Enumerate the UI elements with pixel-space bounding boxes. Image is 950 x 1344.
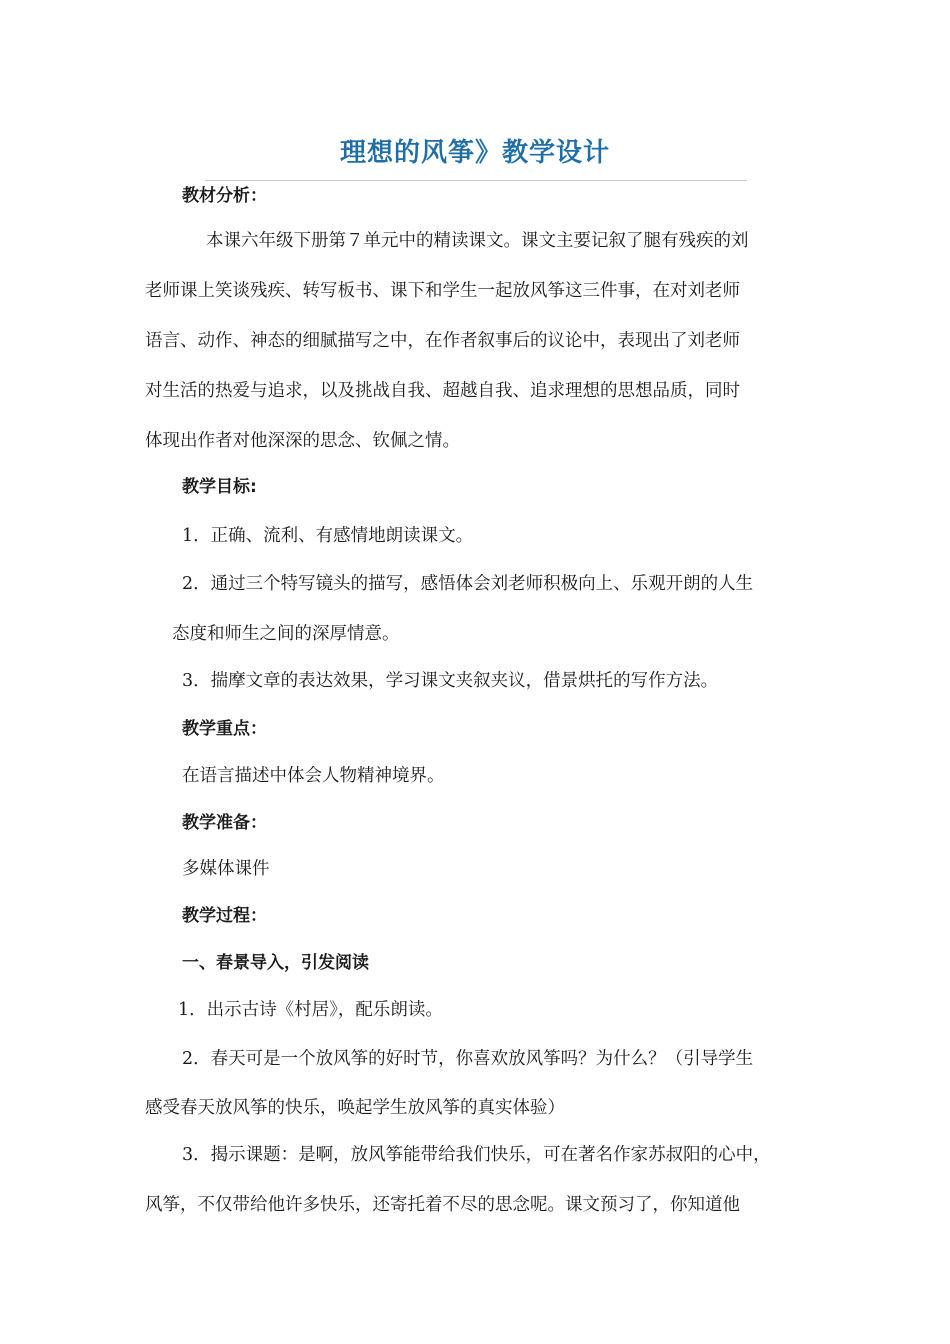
analysis-line: 语言、动作、神态的细腻描写之中，在作者叙事后的议论中，表现出了刘老师: [145, 331, 740, 351]
goal-item: 2．通过三个特写镜头的描写，感悟体会刘老师积极向上、乐观开朗的人生: [182, 574, 754, 594]
document-title: 理想的风筝》教学设计: [339, 138, 610, 168]
goal-item-continuation: 态度和师生之间的深厚情意。: [172, 624, 400, 644]
process-heading: 教学过程：: [182, 906, 267, 926]
title-divider: [205, 180, 747, 181]
step-item-continuation: 感受春天放风筝的快乐，唤起学生放风筝的真实体验）: [145, 1098, 565, 1118]
step1-heading: 一、春景导入，引发阅读: [182, 953, 369, 973]
analysis-heading: 教材分析：: [182, 186, 267, 206]
key-heading: 教学重点：: [182, 719, 267, 739]
step-item: 3．揭示课题：是啊，放风筝能带给我们快乐，可在著名作家苏叔阳的心中，: [182, 1145, 771, 1165]
key-text: 在语言描述中体会人物精神境界。: [182, 766, 445, 786]
step-item: 2．春天可是一个放风筝的好时节，你喜欢放风筝吗？为什么？（引导学生: [182, 1049, 754, 1069]
analysis-line: 对生活的热爱与追求，以及挑战自我、超越自我、追求理想的思想品质，同时: [145, 381, 740, 401]
step-item: 1．出示古诗《村居》，配乐朗读。: [178, 1000, 443, 1020]
goal-item: 3．揣摩文章的表达效果，学习课文夹叙夹议，借景烘托的写作方法。: [182, 671, 719, 691]
analysis-line: 体现出作者对他深深的思念、钦佩之情。: [145, 431, 460, 451]
analysis-line: 本课六年级下册第７单元中的精读课文。课文主要记叙了腿有残疾的刘: [206, 231, 749, 251]
analysis-line: 老师课上笑谈残疾、转写板书、课下和学生一起放风筝这三件事，在对刘老师: [145, 281, 740, 301]
goals-heading: 教学目标:: [182, 477, 257, 497]
goal-item: 1．正确、流利、有感情地朗读课文。: [182, 526, 474, 546]
step-item-continuation: 风筝，不仅带给他许多快乐，还寄托着不尽的思念呢。课文预习了，你知道他: [145, 1195, 740, 1215]
prep-text: 多媒体课件: [182, 859, 270, 879]
prep-heading: 教学准备：: [182, 813, 267, 833]
